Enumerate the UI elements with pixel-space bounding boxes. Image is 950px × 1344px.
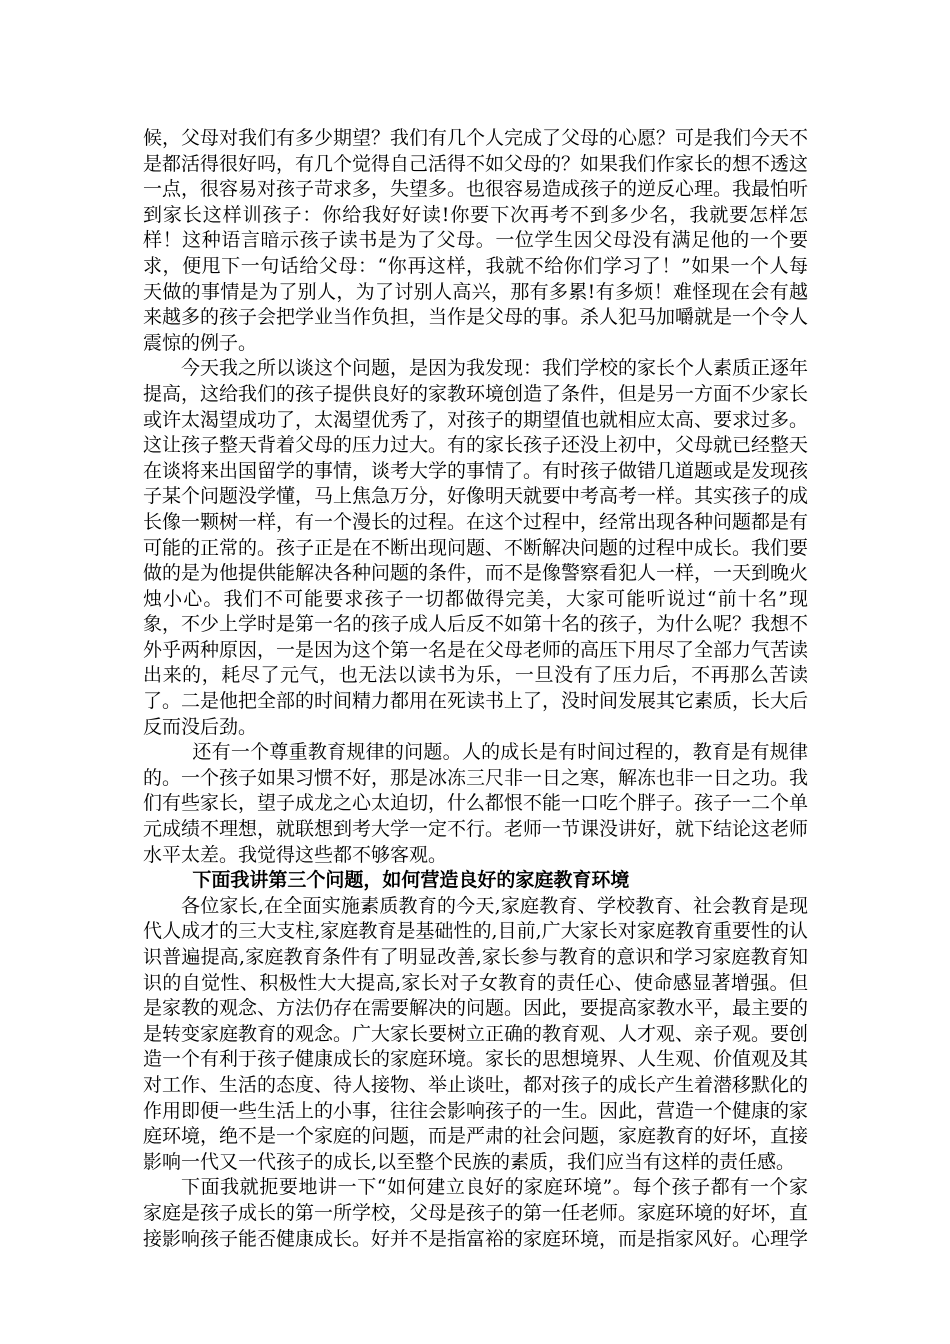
paragraph-family-education: 各位家长,在全面实施素质教育的今天,家庭教育、学校教育、社会教育是现代人成才的三大支柱,家庭教育是基础性的,目前,广大家长对家庭教育重要性的认识普遍提高,家庭教育条件有了明显改善,家长参与教育的意识和学习家庭教育知识的自觉性、积极性大大提高,家长对子女教育的责任心、使命感显著增强。但是家教的观念、方法仍存在需要解决的问题。因此，要提高家教水平，最主要的是转变家庭教育的观念。广大家长要树立正确的教育观、人才观、亲子观。要创造一个有利于孩子健康成长的家庭环境。家长的思想境界、人生观、价值观及其对工作、生活的态度、待人接物、举止谈吐，都对孩子的成长产生着潜移默化的作用即便一些生活上的小事，往往会影响孩子的一生。因此，营造一个健康的家庭环境，绝不是一个家庭的问题，而是严肃的社会问题，家庭教育的好坏，直接影响一代又一代孩子的成长,以至整个民族的素质，我们应当有这样的责任感。 (143, 894, 809, 1173)
paragraph-family-environment: 下面我就扼要地讲一下“如何建立良好的家庭环境”。每个孩子都有一个家家庭是孩子成长的第一所学校，父母是孩子的第一任老师。家庭环境的好坏，直接影响孩子能否健康成长。好并不是指富裕的家庭环境，而是指家风好。心理学 (143, 1176, 809, 1250)
paragraph-education-law: 还有一个尊重教育规律的问题。人的成长是有时间过程的，教育是有规律的。一个孩子如果习惯不好，那是冰冻三尺非一日之寒，解冻也非一日之功。我们有些家长，望子成龙之心太迫切，什么都恨不能一口吃个胖子。孩子一二个单元成绩不理想，就联想到考大学一定不行。老师一节课没讲好，就下结论这老师水平太差。我觉得这些都不够客观。 (143, 741, 809, 866)
section-heading-third-issue: 下面我讲第三个问题，如何营造良好的家庭教育环境 (192, 869, 630, 892)
paragraph-continuation: 候，父母对我们有多少期望？我们有几个人完成了父母的心愿？可是我们今天不是都活得很好吗，有几个觉得自己活得不如父母的？如果我们作家长的想不透这一点，很容易对孩子苛求多，失望多。也很容易造成孩子的逆反心理。我最怕听到家长这样训孩子：你给我好好读!你要下次再考不到多少名，我就要怎样怎样！这种语言暗示孩子读书是为了父母。一位学生因父母没有满足他的一个要求，便甩下一句话给父母：“你再这样，我就不给你们学习了！”如果一个人每天做的事情是为了别人，为了讨别人高兴，那有多累!有多烦！难怪现在会有越来越多的孩子会把学业当作负担，当作是父母的事。杀人犯马加嚼就是一个令人震惊的例子。 (143, 127, 809, 354)
document-page (143, 126, 808, 1252)
paragraph-parent-pressure: 今天我之所以谈这个问题，是因为我发现：我们学校的家长个人素质正逐年提高，这给我们的孩子提供良好的家教环境创造了条件，但是另一方面不少家长或许太渴望成功了，太渴望优秀了，对孩子的期望值也就相应太高、要求过多。这让孩子整天背着父母的压力过大。有的家长孩子还没上初中，父母就已经整天在谈将来出国留学的事情，谈考大学的事情了。有时孩子做错几道题或是发现孩子某个问题没学懂，马上焦急万分，好像明天就要中考高考一样。其实孩子的成长像一颗树一样，有一个漫长的过程。在这个过程中，经常出现各种问题都是有可能的正常的。孩子正是在不断出现问题、不断解决问题的过程中成长。我们要做的是为他提供能解决各种问题的条件，而不是像警察看犯人一样，一天到晚火烛小心。我们不可能要求孩子一切都做得完美，大家可能听说过“前十名”现象，不少上学时是第一名的孩子成人后反不如第十名的孩子，为什么呢？我想不外乎两种原因，一是因为这个第一名是在父母老师的高压下用尽了全部力气苦读出来的，耗尽了元气，也无法以读书为乐，一旦没有了压力后，不再那么苦读了。二是他把全部的时间精力都用在死读书上了，没时间发展其它素质，长大后反而没后劲。 (143, 357, 809, 738)
